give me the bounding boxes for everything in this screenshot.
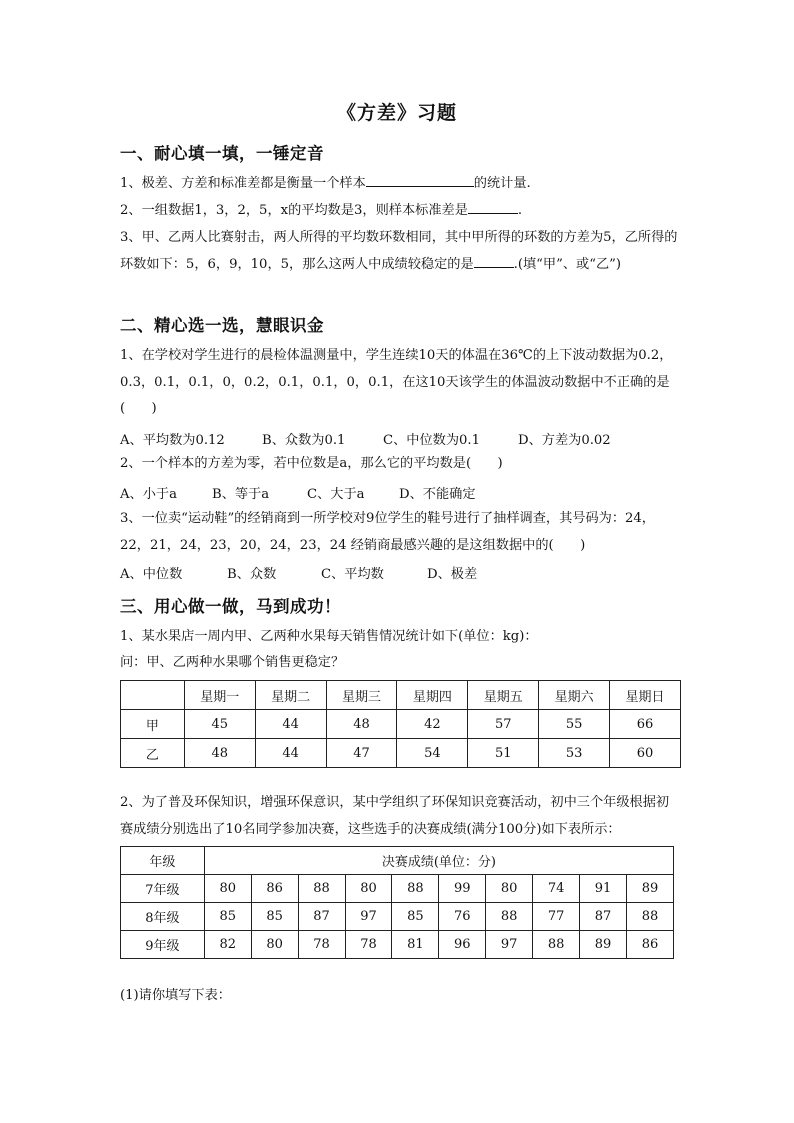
table-cell: 85 (251, 903, 298, 931)
table-cell: 42 (397, 710, 468, 739)
score-header: 决赛成绩(单位：分) (204, 847, 673, 875)
table-cell: 87 (298, 903, 345, 931)
table-cell: 91 (580, 875, 627, 903)
table-cell: 45 (184, 710, 255, 739)
table-cell: 97 (345, 903, 392, 931)
table-cell: 86 (626, 931, 673, 959)
table-cell: 80 (251, 931, 298, 959)
row-label: 8年级 (121, 903, 205, 931)
header-cell: 星期二 (255, 681, 326, 710)
table-cell: 80 (345, 875, 392, 903)
table-cell: 60 (610, 739, 681, 768)
table-cell: 47 (326, 739, 397, 768)
table-cell: 57 (468, 710, 539, 739)
table-row (121, 875, 674, 903)
option-b[interactable]: B、众数 (227, 567, 277, 582)
s3-question-2: 2、为了普及环保知识，增强环保意识，某中学组织了环保知识竞赛活动，初中三个年级根据初赛成绩分别选出了10名同学参加决赛，这些选手的决赛成绩(满分100分)如下表所示： (120, 795, 670, 837)
table-cell: 88 (533, 931, 580, 959)
table-cell: 44 (255, 710, 326, 739)
table-cell: 76 (439, 903, 486, 931)
answer-blank[interactable] (474, 252, 514, 268)
competition-score-table (120, 846, 674, 959)
table-row (121, 931, 674, 959)
table-cell: 86 (251, 875, 298, 903)
table-row (121, 739, 681, 768)
table-cell: 78 (345, 931, 392, 959)
s1-question-1: 1、极差、方差和标准差都是衡量一个样本 的统计量. (120, 171, 680, 198)
table-cell: 89 (626, 875, 673, 903)
table-cell: 44 (255, 739, 326, 768)
answer-blank[interactable] (366, 171, 474, 187)
option-b[interactable]: B、等于a (212, 487, 270, 502)
grade-header: 年级 (121, 847, 205, 875)
row-label: 7年级 (121, 875, 205, 903)
option-c[interactable]: C、大于a (307, 487, 365, 502)
row-label: 乙 (121, 739, 185, 768)
table-cell: 85 (204, 903, 251, 931)
table-cell: 54 (397, 739, 468, 768)
s2-question-3: 3、一位卖“运动鞋”的经销商到一所学校对9位学生的鞋号进行了抽样调查，其号码为：24，22，21，24，23，20，24，23，24 经销商最感兴趣的是这组数据中的( ) (120, 511, 655, 553)
header-cell: 星期五 (468, 681, 539, 710)
table-cell: 96 (439, 931, 486, 959)
option-a[interactable]: A、小于a (120, 487, 177, 502)
option-c[interactable]: C、中位数为0.1 (383, 433, 480, 448)
header-cell: 星期四 (397, 681, 468, 710)
table-cell: 80 (486, 875, 533, 903)
option-a[interactable]: A、中位数 (120, 567, 183, 582)
table-row (121, 903, 674, 931)
section1-heading: 一、耐心填一填，一锤定音 (120, 144, 324, 163)
option-c[interactable]: C、平均数 (321, 567, 384, 582)
table-cell: 88 (486, 903, 533, 931)
table-cell: 48 (326, 710, 397, 739)
answer-blank[interactable] (468, 198, 518, 214)
table-cell: 48 (184, 739, 255, 768)
table-cell: 87 (580, 903, 627, 931)
s3-question-1-ask: 问：甲、乙两种水果哪个销售更稳定？ (120, 655, 345, 670)
header-cell: 星期一 (184, 681, 255, 710)
s3-subquestion-1: (1)请你填写下表： (120, 988, 231, 1003)
table-cell: 66 (610, 710, 681, 739)
page-title: 《方差》习题 (336, 102, 457, 124)
s2-q1-options (120, 429, 611, 448)
s2-q2-options (120, 483, 476, 502)
header-cell (121, 681, 185, 710)
table-cell: 88 (626, 903, 673, 931)
s2-q3-options (120, 563, 477, 582)
row-label: 甲 (121, 710, 185, 739)
table-cell: 99 (439, 875, 486, 903)
table-header-row (121, 847, 674, 875)
s1-question-2: 2、一组数据1，3，2，5，x的平均数是3，则样本标准差是 . (120, 198, 680, 225)
table-cell: 77 (533, 903, 580, 931)
section3-heading: 三、用心做一做，马到成功！ (120, 597, 341, 616)
header-cell: 星期日 (610, 681, 681, 710)
s3-question-1: 1、某水果店一周内甲、乙两种水果每天销售情况统计如下(单位：kg)： (120, 629, 538, 644)
table-cell: 89 (580, 931, 627, 959)
table-cell: 97 (486, 931, 533, 959)
option-b[interactable]: B、众数为0.1 (262, 433, 346, 448)
table-cell: 85 (392, 903, 439, 931)
table-header-row (121, 681, 681, 710)
table-cell: 78 (298, 931, 345, 959)
table-cell: 82 (204, 931, 251, 959)
section2-heading: 二、精心选一选，慧眼识金 (120, 316, 324, 335)
option-a[interactable]: A、平均数为0.12 (120, 433, 225, 448)
s2-question-2: 2、一个样本的方差为零，若中位数是a，那么它的平均数是( ) (120, 456, 503, 471)
fruit-sales-table (120, 680, 681, 768)
option-d[interactable]: D、极差 (427, 567, 478, 582)
row-label: 9年级 (121, 931, 205, 959)
table-cell: 80 (204, 875, 251, 903)
table-cell: 88 (298, 875, 345, 903)
header-cell: 星期三 (326, 681, 397, 710)
s1-question-3: 3、甲、乙两人比赛射击，两人所得的平均数环数相同，其中甲所得的环数的方差为5，乙所得的环数如下：5，6，9，10，5，那么这两人中成绩较稳定的是 .(填“甲”、或“乙”) (120, 230, 678, 272)
option-d[interactable]: D、不能确定 (399, 487, 476, 502)
table-cell: 53 (539, 739, 610, 768)
table-cell: 74 (533, 875, 580, 903)
table-row (121, 710, 681, 739)
table-cell: 51 (468, 739, 539, 768)
table-cell: 88 (392, 875, 439, 903)
s2-question-1: 1、在学校对学生进行的晨检体温测量中，学生连续10天的体温在36℃的上下波动数据为0.2，0.3，0.1，0.1，0，0.2，0.1，0.1，0，0.1，在这10天该学生的体温波动数据中不正确的是( ) (120, 348, 673, 416)
table-cell: 55 (539, 710, 610, 739)
table-cell: 81 (392, 931, 439, 959)
option-d[interactable]: D、方差为0.02 (518, 433, 611, 448)
header-cell: 星期六 (539, 681, 610, 710)
